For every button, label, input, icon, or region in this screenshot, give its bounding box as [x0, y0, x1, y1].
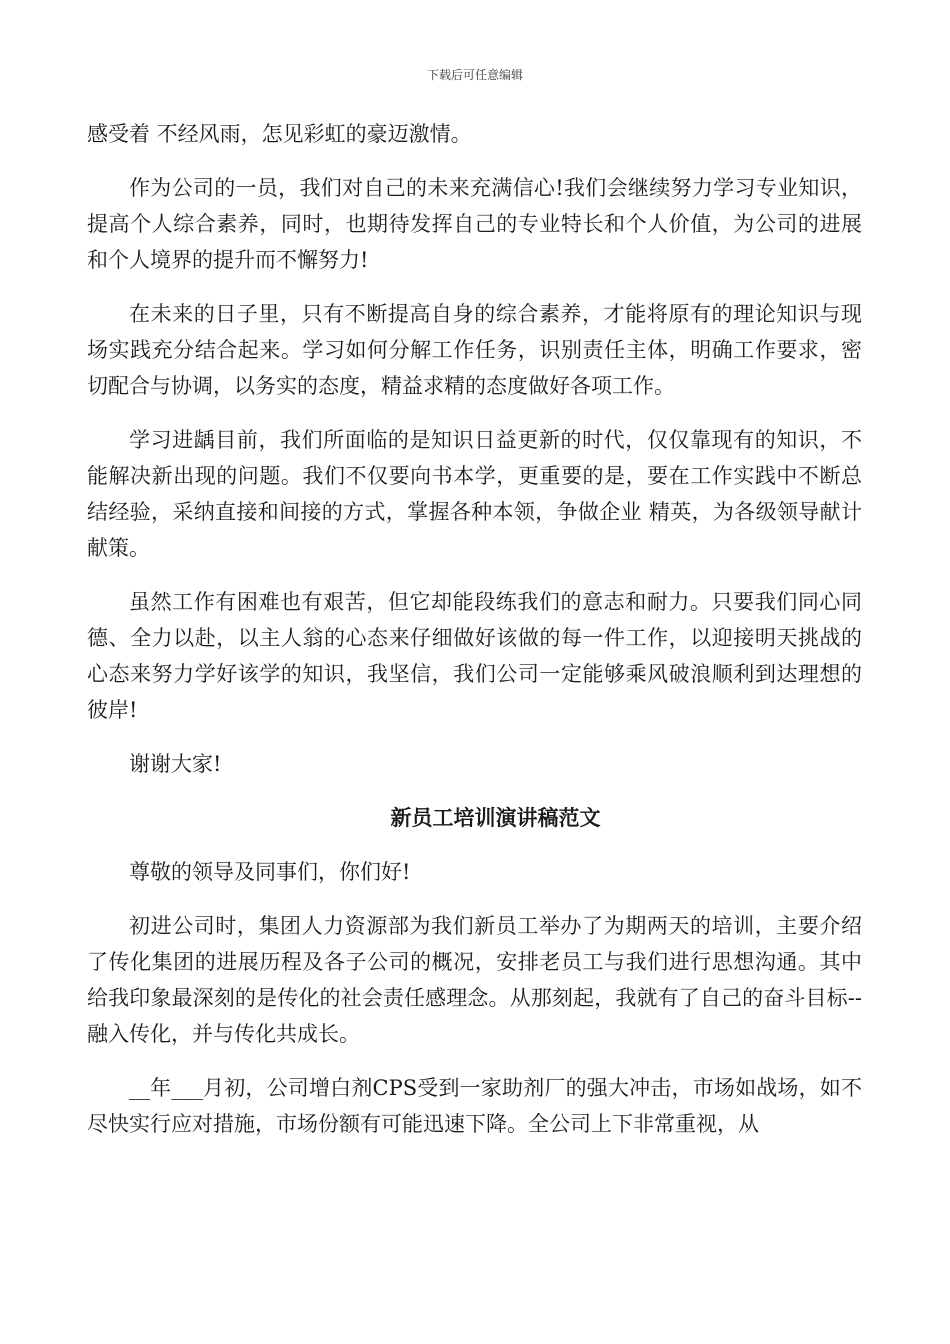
page-header: 下载后可任意编辑 [426, 68, 523, 82]
section-title: 新员工培训演讲稿范文 [390, 806, 601, 830]
paragraph-6: 谢谢大家! [129, 752, 222, 776]
paragraph-5: 虽然工作有困难也有艰苦，但它却能段练我们的意志和耐力。只要我们同心同德、全力以赴，以主人翁的心态来仔细做好该做的每一件工作，以迎接明天挑战的心态来努力学好该学的知识，我坚信，我们公司一定能够乘风破浪顺利到达理想的彼岸! [87, 590, 862, 722]
paragraph-9: __年___月初，公司增白剂CPS受到一家助剂厂的强大冲击，市场如战场，如不尽快实行应对措施，市场份额有可能迅速下降。全公司上下非常重视，从 [87, 1076, 862, 1136]
paragraph-8: 初进公司时，集团人力资源部为我们新员工举办了为期两天的培训，主要介绍了传化集团的进展历程及各子公司的概况，安排老员工与我们进行思想沟通。其中给我印象最深刻的是传化的社会责任感理念。从那刻起，我就有了自己的奋斗目标--融入传化，并与传化共成长。 [87, 914, 862, 1046]
paragraph-4: 学习进龋目前，我们所面临的是知识日益更新的时代，仅仅靠现有的知识，不能解决新出现的问题。我们不仅要向书本学，更重要的是，要在工作实践中不断总结经验，采纳直接和间接的方式，掌握各种本领，争做企业 精英，为各级领导献计献策。 [87, 428, 862, 560]
document-body [87, 116, 862, 1160]
paragraph-3: 在未来的日子里，只有不断提高自身的综合素养，才能将原有的理论知识与现场实践充分结合起来。学习如何分解工作任务，识别责任主体，明确工作要求，密切配合与协调，以务实的态度，精益求精的态度做好各项工作。 [87, 302, 862, 398]
paragraph-1: 感受着 不经风雨，怎见彩虹的豪迈激情。 [87, 122, 472, 146]
paragraph-7: 尊敬的领导及同事们，你们好! [129, 860, 411, 884]
paragraph-2: 作为公司的一员，我们对自己的未来充满信心!我们会继续努力学习专业知识，提高个人综合素养，同时，也期待发挥自己的专业特长和个人价值，为公司的进展和个人境界的提升而不懈努力! [87, 176, 862, 272]
